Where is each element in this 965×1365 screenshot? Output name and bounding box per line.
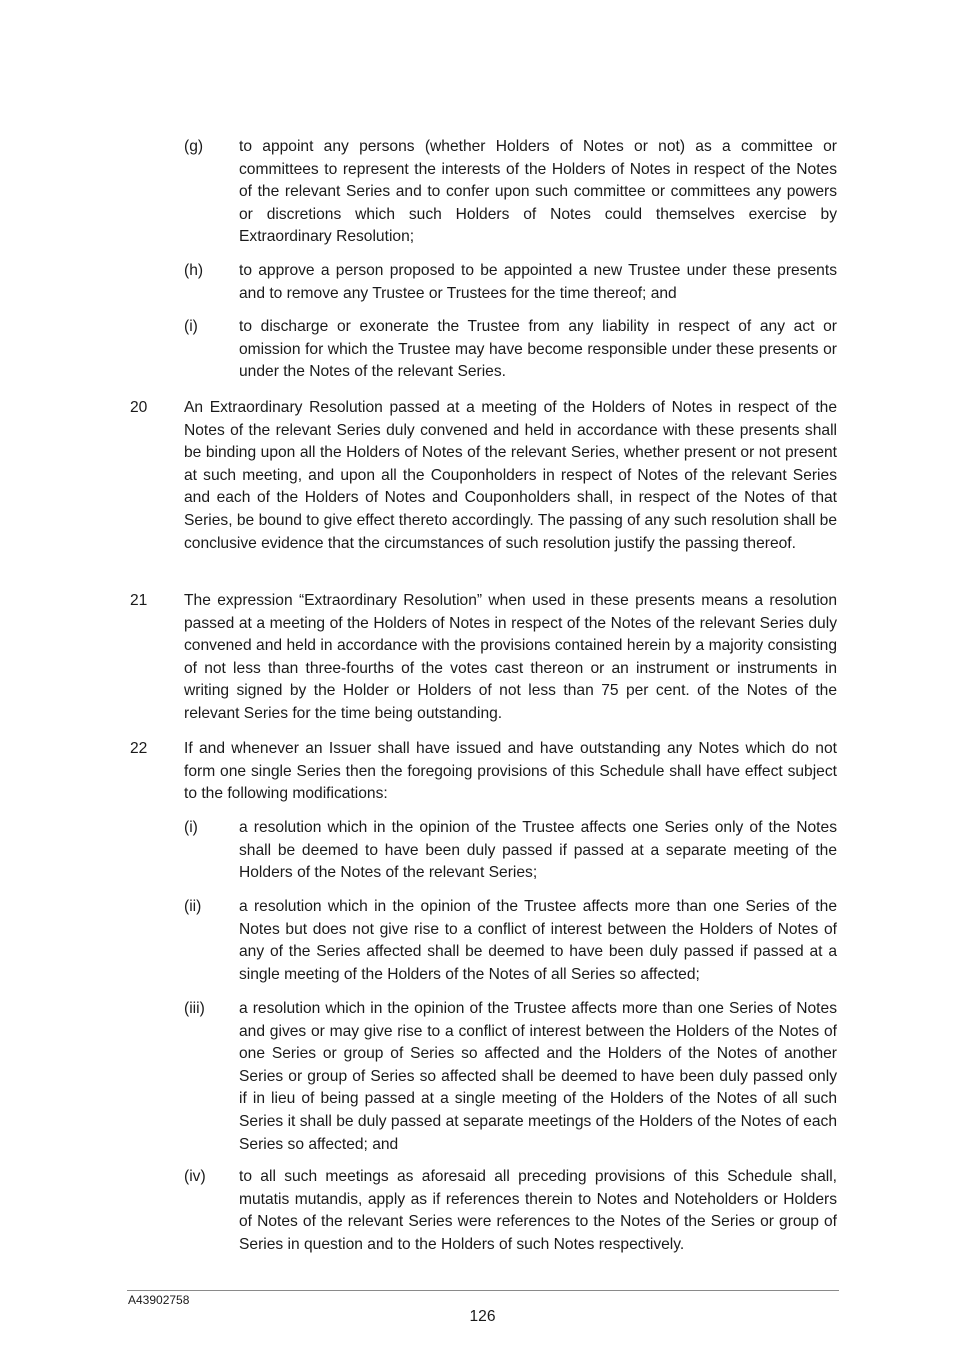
paragraph-number: 20 xyxy=(130,399,148,416)
list-item-22-iv xyxy=(184,1166,837,1256)
paragraph-text: An Extraordinary Resolution passed at a meeting of the Holders of Notes in respect of the Notes of the relevant Series duly convened and held in accordance with these presents shall be binding upon all the Holders of Notes of the relevant Series, whether present or not present at such meeting, and upon all the Couponholders in respect of Notes of the relevant Series and each of the Holders of Notes and Couponholders shall, in respect of the Notes of that Series, be bound to give effect thereto accordingly. The passing of any such resolution shall be conclusive evidence that the circumstances of such resolution justify the passing thereof. xyxy=(184,399,837,552)
list-item-22-ii xyxy=(184,896,837,986)
list-item-label: (g) xyxy=(184,138,204,155)
paragraph-text: If and whenever an Issuer shall have issued and have outstanding any Notes which do not form one single Series then the foregoing provisions of this Schedule shall have effect subject to the following modifications: xyxy=(184,740,837,803)
list-item-label: (ii) xyxy=(184,898,202,915)
list-item-g xyxy=(184,136,837,249)
list-item-label: (iii) xyxy=(184,1000,205,1017)
list-item-i xyxy=(184,316,837,384)
list-item-label: (i) xyxy=(184,819,198,836)
list-item-text: to all such meetings as aforesaid all preceding provisions of this Schedule shall, mutatis mutandis, apply as if references therein to Notes and Noteholders or Holders of Notes of the relevant Series were references to the Notes of the Series or group of Series in question and to the Holders of such Notes respectively. xyxy=(239,1168,837,1253)
list-item-text: to discharge or exonerate the Trustee from any liability in respect of any act or omission for which the Trustee may have become responsible under these presents or under the Notes of the relevant Series. xyxy=(239,318,837,381)
paragraph-text: The expression “Extraordinary Resolution” when used in these presents means a resolution passed at a meeting of the Holders of Notes in respect of the Notes of the relevant Series duly convened and held in accordance with the provisions contained herein by a majority consisting of not less than three-fourths of the votes cast thereon or an instrument or instruments in writing signed by the Holder or Holders of not less than 75 per cent. of the Notes of the relevant Series for the time being outstanding. xyxy=(184,592,837,722)
paragraph-22 xyxy=(130,738,837,806)
paragraph-20 xyxy=(130,397,837,555)
list-item-text: a resolution which in the opinion of the Trustee affects more than one Series of the Notes but does not give rise to a conflict of interest between the Holders of Notes of any of the Series affected shall be deemed to have been duly passed if passed at a single meeting of the Holders of the Notes of all Series so affected; xyxy=(239,898,837,983)
list-item-22-iii xyxy=(184,998,837,1156)
list-item-label: (iv) xyxy=(184,1168,206,1185)
page-number: 126 xyxy=(469,1308,496,1325)
paragraph-21 xyxy=(130,590,837,726)
list-item-label: (h) xyxy=(184,262,204,279)
list-item-text: a resolution which in the opinion of the Trustee affects more than one Series of Notes and gives or may give rise to a conflict of interest between the Holders of the Notes of one Series or group of Series so affected and the Holders of the Notes of another Series or group of Series so affected shall be deemed to have been duly passed only if in lieu of being passed at a single meeting of the Holders of the Notes of all such Series it shall be duly passed at separate meetings of the Holders of the Notes of each Series so affected; and xyxy=(239,1000,837,1153)
list-item-text: a resolution which in the opinion of the Trustee affects one Series only of the Notes shall be deemed to have been duly passed if passed at a separate meeting of the Holders of the Notes of the relevant Series; xyxy=(239,819,837,882)
list-item-h xyxy=(184,260,837,305)
list-item-22-i xyxy=(184,817,837,885)
list-item-text: to appoint any persons (whether Holders of Notes or not) as a committee or committees to represent the interests of the Holders of Notes in respect of the Notes of the relevant Series and to confer upon such committee or committees any powers or discretions which such Holders of Notes could themselves exercise by Extraordinary Resolution; xyxy=(239,138,837,246)
footer-divider xyxy=(127,1290,839,1291)
list-item-label: (i) xyxy=(184,318,198,335)
paragraph-number: 22 xyxy=(130,740,148,757)
document-reference: A43902758 xyxy=(128,1293,190,1307)
list-item-text: to approve a person proposed to be appointed a new Trustee under these presents and to remove any Trustee or Trustees for the time thereof; and xyxy=(239,262,837,302)
paragraph-number: 21 xyxy=(130,592,148,609)
